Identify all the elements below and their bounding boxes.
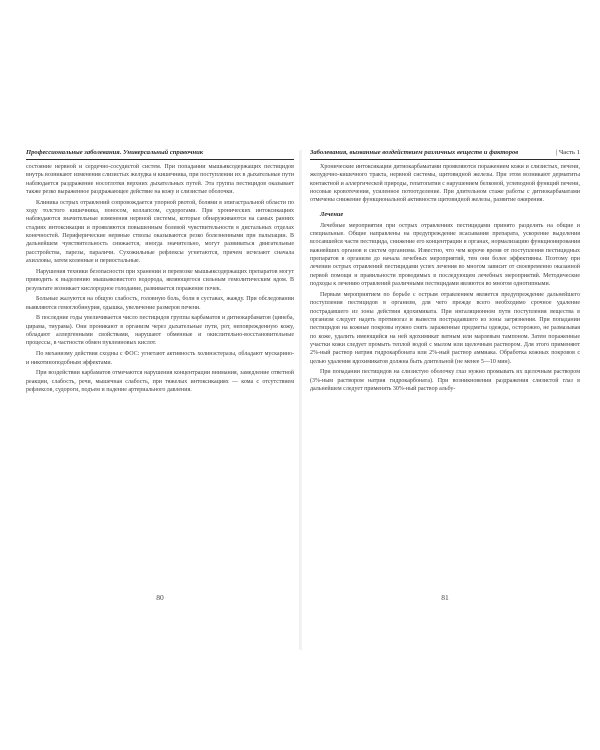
running-header-left xyxy=(26,148,294,160)
paragraph: По механизму действия сходны с ФОС: угнетают активность холинэстеразы, обладают мускарино- и никотиноподобным эффектами. xyxy=(26,351,294,366)
paragraph: При воздействии карбаматов отмечаются нарушения концентрации внимания, замедление ответной реакции, слабость, речи, мышечная слабость, при тяжелых интоксикациях — кома с отсутствием рефлексов, судороги, подъем и падение артериального давления. xyxy=(26,370,294,393)
paragraph: Хронические интоксикации дитиокарбаматами проявляются поражением кожи и слизистых, печени, желудочно-кишечного тракта, нервной системы, щитовидной железы. При этом возникают дерматиты контактной и аллергической природы, гепатопатии с нарушением белковой, углеводной функций печени, носовые кровотечения, усиленное потоотделение. При длительном стаже работы с дитиокарбаматами отмечены снижение функциональной активности щитовидной железы, развитие ожирения. xyxy=(310,164,580,204)
section-heading: Лечение xyxy=(320,210,344,218)
paragraph: Клиника острых отравлений сопровождается упорной рвотой, болями в эпигастральной области по ходу толстого кишечника, поносом, коллапсом, судорогами. При хронических интоксикациях наблюдаются значительные изменения нервной системы, которые обнаруживаются на самых ранних стадиях интоксикации и проявляются повышенным болевой чувствительности в дистальных отделах конечностей. Периферические нервные стволы оказываются резко болезненными при пальпации. В дальнейшем чувствительность снижается, иногда значительно, могут развиваться двигательные расстройства, парезы, параличи. Сухожильные рефлексы угнетаются, причем исчезают сначала ахилловы, затем коленные и периостальные. xyxy=(26,199,294,265)
left-page-body xyxy=(26,163,294,394)
paragraph: Нарушения техники безопасности при хранении и перевозке мышьяксодержащих препаратов могут приводить к выделению мышьяковистого водорода, являющегося сильным гемолитическим ядом. В результате возникает кислородное голодание, развивается поражение почек. xyxy=(26,268,294,292)
paragraph: В последние годы увеличивается число пестицидов группы карбаматов и дитиокарбаматов (цинеба, цирама, тиурама). Они проникают в организм через дыхательные пути, рот, неповрежденную кожу, обладают аллергенными свойствами, нарушают обменные и окислительно-восстановительные процессы, в частности обмен пуклеиновых кислот. xyxy=(26,315,294,347)
page-number-left: 80 xyxy=(156,593,164,602)
header-part-text: Часть 1 xyxy=(559,149,580,156)
page-number-right: 81 xyxy=(441,593,449,602)
paragraph: состояние нервной и сердечно-сосудистой систем. При попадании мышьяксодержащих пестицидов внутрь возникают изменения слизистых желудка и кишечника, при поступлении их в дыхательные пути наблюдается раздражение носоглотки верхних дыхательных путей. Эта группа пестицидов оказывает также резко выраженное раздражающее действие на кожу и слизистые оболочки. xyxy=(26,164,294,196)
left-page xyxy=(26,148,294,648)
right-page-body xyxy=(310,163,580,393)
paragraph: Первым мероприятием по борьбе с острым отравлением является предупреждение дальнейшего поступления пестицидов в организм, для чего прежде всего необходимо срочное удаление пострадавшего из зоны действия ядохимиката. При ингаляционном пути поступления вещества в организм следует надеть противогаз и вывести пострадавшего из зоны загрязнения. При попадании пестицидов на кожные покровы нужно снять зараженные предметы одежды, осторожно, не размазывая по коже, удалить имеющийся на ней ядохимикат ватным или марлевым тампоном. Затем пораженные участки кожи следует промыть теплой водой с мылом или щелочным раствором. Для этого применяют 2%-ный раствор натрия гидрокарбоната или 2%-ный раствор аммиака. Обработка кожных покровов с целью удаления ядохимикатов должна быть длительной (не менее 5—10 мин). xyxy=(310,291,580,365)
right-body-after xyxy=(310,222,580,394)
right-page xyxy=(310,148,580,648)
paragraph: Больные жалуются на общую слабость, головную боль, боли в суставах, жажду. При обследовании выявляются гемоглобинурия, одышка, увеличение размеров печени. xyxy=(26,296,294,311)
paragraph: Лечебные мероприятия при острых отравлениях пестицидами принято разделять на общие и специальные. Общие направлены на предупреждение всасывания препарата, ускорение выделения всосавшейся части пестицида, снижение его концентрации в органах, нормализацию функционирования важнейших органов и систем организма. Известно, что чем короче время от поступления пестицидных препаратов в организм до начала лечебных мероприятий, тем они более эффективны. Поэтому при лечении острых отравлений пестицидами успех лечения во многом зависит от своевременно оказанной первой помощи и правильности проводимых в последующем лечебных мероприятий. Методические подходы к лечению отравлений различными пестицидами являются во многом однотипными. xyxy=(310,222,580,288)
running-header-right xyxy=(310,148,580,160)
right-body-before xyxy=(310,163,580,205)
page-gutter xyxy=(299,150,302,650)
paragraph: При попадании пестицидов на слизистую оболочку глаз нужно промывать их щелочным раствором (3%-ным раствором натрия гидрокарбоната). При возникновении раздражения слизистой глаз в дальнейшем следует применять 30%-ный раствор альбу- xyxy=(310,369,580,393)
header-part-label: | Часть 1 xyxy=(553,148,580,158)
header-title-right: Заболевания, вызванные воздействием различных веществ и факторов xyxy=(310,149,519,156)
header-title-left: Профессиональные заболевания. Универсальный справочник xyxy=(26,149,204,156)
